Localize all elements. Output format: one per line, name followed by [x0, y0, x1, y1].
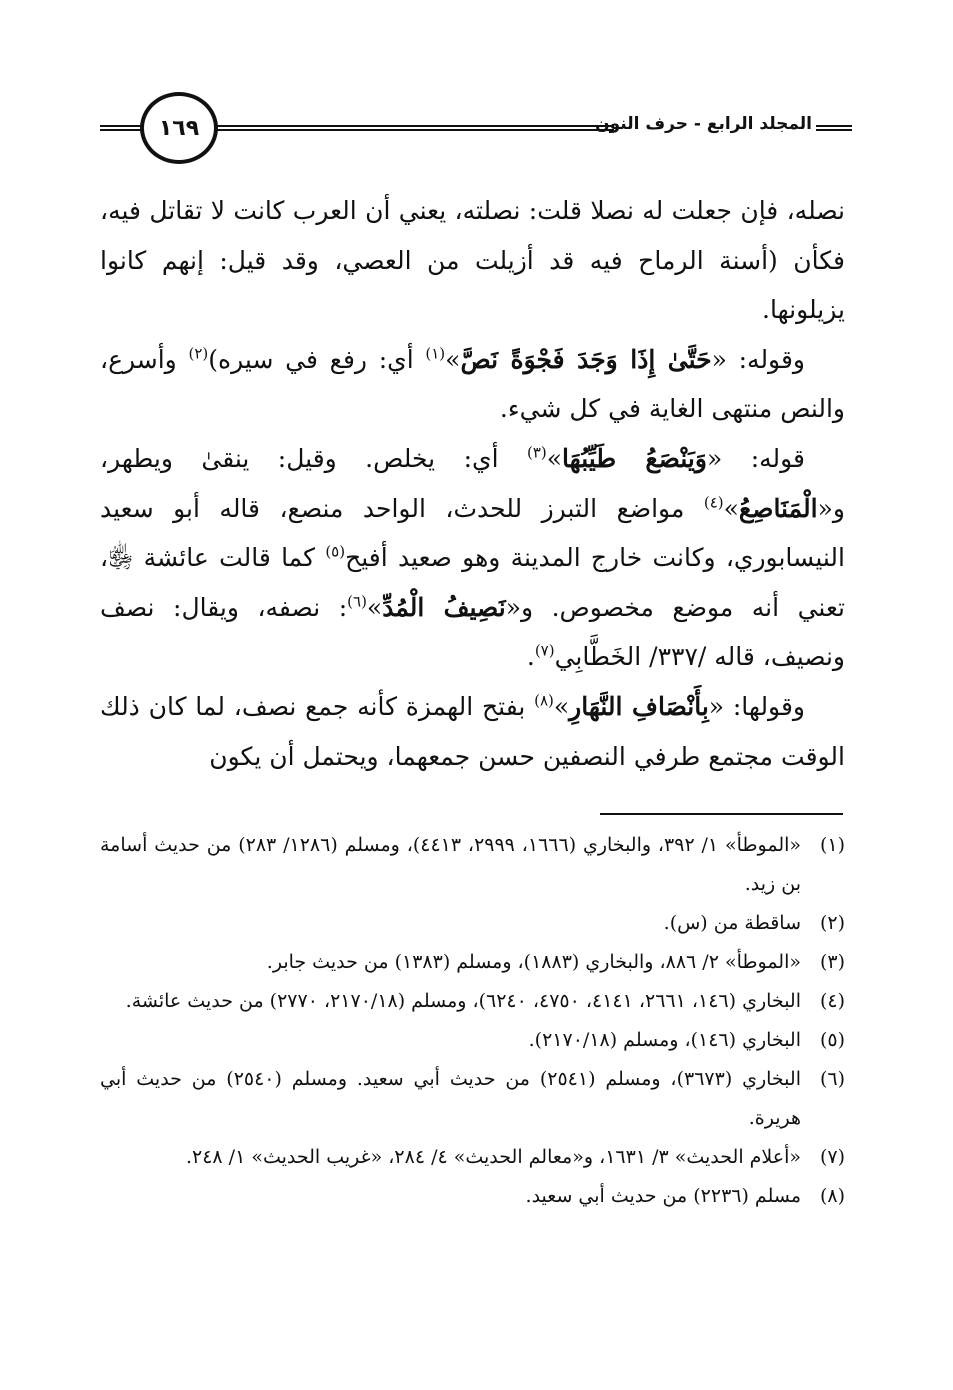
running-title: المجلد الرابع - حرف النون [595, 114, 812, 134]
text-run: » [366, 592, 383, 622]
footnote-separator [600, 813, 843, 815]
paragraph-2 [100, 335, 845, 434]
footnote-number: (٣) [819, 951, 845, 973]
header-rule-middle [204, 125, 614, 131]
header-rule-right [816, 125, 852, 131]
hadith-quote: نَصِيفُ الْمُدِّ [382, 592, 506, 622]
hadith-quote: بِأَنْصَافِ النَّهَارِ [569, 691, 709, 721]
paragraph-4 [100, 682, 845, 781]
footnote-ref[interactable]: (٢) [188, 344, 209, 363]
text-run: وقوله: « [711, 344, 805, 374]
hadith-quote: وَيَنْصَعُ طَيِّبُهَا [562, 443, 707, 473]
footnotes [100, 826, 845, 1216]
paragraph-1: نصله، فإن جعلت له نصلا قلت: نصلته، يعني أن العرب كانت لا تقاتل فيه، فكأن (أسنة الرماح فيه قد أزيلت من العصي، وقد قيل: إنهم كانوا يزيلونها. [100, 196, 845, 325]
text-run: كما قالت عائشة ﵂، تعني أنه موضع مخصوص. و« [100, 543, 845, 622]
footnote-text: «أعلام الحديث» ٣/ ١٦٣١، و«معالم الحديث» ٤/ ٢٨٤، «غريب الحديث» ١/ ٢٤٨. [185, 1146, 801, 1168]
footnote-ref[interactable]: (٤) [703, 493, 724, 512]
footnote-ref[interactable]: (٣) [526, 443, 547, 462]
paragraph-3 [100, 434, 845, 682]
footnote-number: (٦) [819, 1068, 845, 1090]
footnote [100, 943, 845, 982]
footnote [100, 1138, 845, 1177]
footnote-text: البخاري (١٤٦، ٢٦٦١، ٤١٤١، ٤٧٥٠، ٦٢٤٠)، ومسلم (٢١٧٠/١٨، ٢٧٧٠) من حديث عائشة. [125, 990, 801, 1012]
footnote-text: ساقطة من (س). [663, 912, 801, 934]
text-run: » [553, 691, 570, 721]
text-run: بفتح الهمزة كأنه جمع نصف، لما كان ذلك الوقت مجتمع طرفي النصفين حسن جمعهما، ويحتمل أن يكون [100, 691, 845, 771]
text-run: قوله: « [706, 443, 806, 473]
text-run: » [445, 344, 461, 374]
footnote-number: (٨) [819, 1185, 845, 1207]
footnote-ref[interactable]: (٦) [347, 592, 367, 611]
text-run: . [526, 642, 535, 672]
footnote-ref[interactable]: (٥) [325, 542, 346, 561]
footnote-number: (٥) [819, 1029, 845, 1051]
footnote-number: (٧) [819, 1146, 845, 1168]
footnote-ref[interactable]: (٧) [534, 642, 555, 661]
footnote [100, 826, 845, 904]
footnote-ref[interactable]: (١) [425, 344, 446, 363]
text-run: أي: رفع في سيره) [208, 344, 426, 374]
footnote-text: البخاري (٣٦٧٣)، ومسلم (٢٥٤١) من حديث أبي سعيد. ومسلم (٢٥٤٠) من حديث أبي هريرة. [100, 1068, 801, 1129]
footnote-number: (٢) [819, 912, 845, 934]
footnote-text: البخاري (١٤٦)، ومسلم (٢١٧٠/١٨). [528, 1029, 801, 1051]
page-number-badge [140, 92, 218, 164]
footnote-number: (١) [819, 834, 845, 856]
quranic-quote: حَتَّىٰ إِذَا وَجَدَ فَجْوَةً نَصَّ [460, 344, 712, 374]
footnote-text: «الموطأ» ١/ ٣٩٢، والبخاري (١٦٦٦، ٢٩٩٩، ٤٤١٣)، ومسلم (١٢٨٦/ ٢٨٣) من حديث أسامة بن زيد. [100, 834, 802, 895]
text-run: مواضع التبرز للحدث، الواحد منصع، قاله أبو سعيد النيسابوري، وكانت خارج المدينة وهو صعيد أفيح [100, 493, 845, 573]
text-run: » [723, 493, 739, 523]
footnote [100, 904, 845, 943]
text-run: أي: يخلص. وقيل: ينقىٰ ويطهر، و« [100, 443, 845, 523]
footnote-number: (٤) [819, 990, 845, 1012]
text-run: : نصفه، ويقال: نصف ونصيف، قاله /٣٣٧/ الخَطَّابِي [100, 592, 845, 672]
footnote-ref[interactable]: (٨) [534, 691, 554, 710]
footnote-text: مسلم (٢٢٣٦) من حديث أبي سعيد. [525, 1185, 801, 1207]
footnote-text: «الموطأ» ٢/ ٨٨٦، والبخاري (١٨٨٣)، ومسلم (١٣٨٣) من حديث جابر. [266, 951, 801, 973]
page-header [100, 92, 852, 172]
text-run: » [546, 443, 563, 473]
main-text [100, 186, 845, 781]
footnote [100, 982, 845, 1021]
text-run: وأسرع، والنص منتهى الغاية في كل شيء. [100, 344, 845, 424]
footnote [100, 1177, 845, 1216]
text-run: وقولها: « [708, 691, 805, 721]
page-number: ١٦٩ [158, 115, 200, 141]
footnote [100, 1060, 845, 1138]
hadith-quote: الْمَنَاصِعُ [738, 493, 818, 523]
footnote [100, 1021, 845, 1060]
